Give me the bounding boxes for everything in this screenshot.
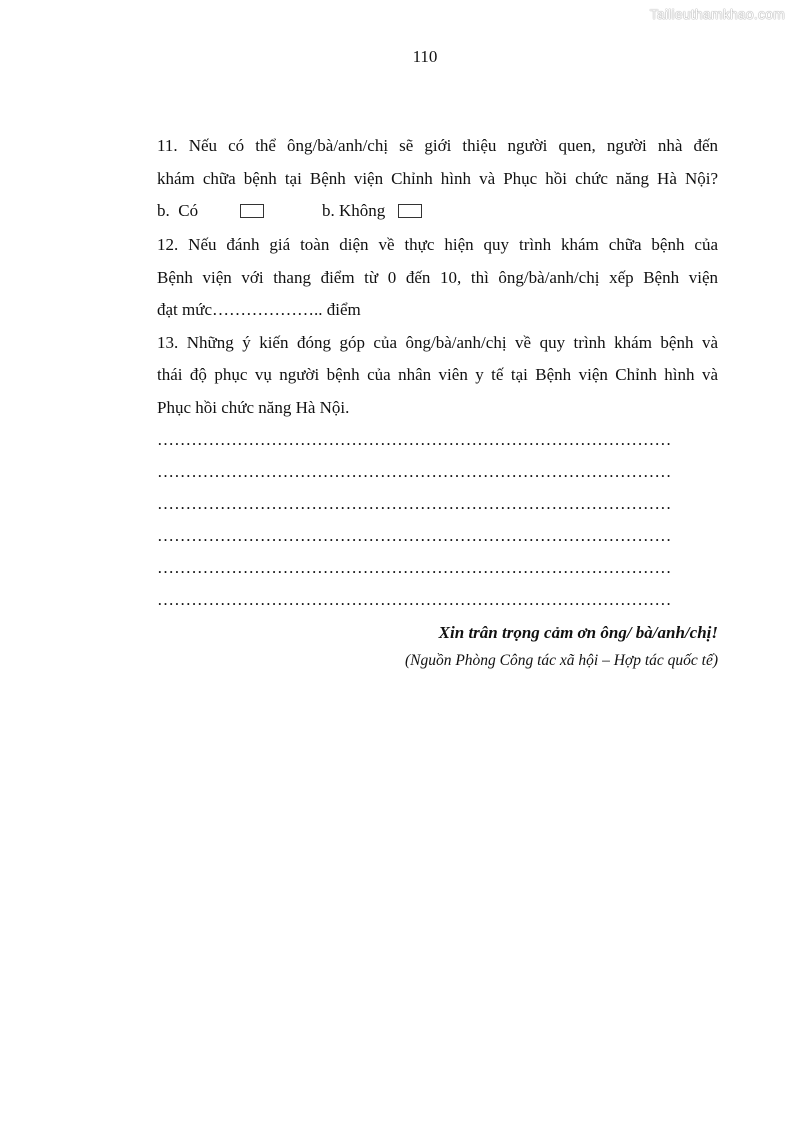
- watermark: Tailieuthamkhao.com: [649, 6, 785, 22]
- answer-line[interactable]: ………………………………………………………………………………: [157, 462, 672, 481]
- closing-thanks: Xin trân trọng cảm ơn ông/ bà/anh/chị!: [438, 623, 718, 642]
- question-12-line-2: Bệnh viện với thang điểm từ 0 đến 10, thì ông/bà/anh/chị xếp Bệnh viện: [157, 267, 718, 287]
- option-yes-label: b. Có: [157, 200, 199, 220]
- question-11: [157, 130, 718, 227]
- question-13: [157, 327, 718, 617]
- answer-line[interactable]: ………………………………………………………………………………: [157, 590, 672, 609]
- option-no: [322, 195, 422, 228]
- answer-line[interactable]: ………………………………………………………………………………: [157, 430, 672, 449]
- document-body: [157, 130, 718, 674]
- option-yes-checkbox[interactable]: [240, 204, 264, 218]
- answer-line[interactable]: ………………………………………………………………………………: [157, 494, 672, 513]
- question-13-line-2: thái độ phục vụ người bệnh của nhân viên y tế tại Bệnh viện Chỉnh hình và: [157, 365, 718, 384]
- source-note: (Nguồn Phòng Công tác xã hội – Hợp tác quốc tế): [404, 652, 718, 669]
- question-13-line-1: 13. Những ý kiến đóng góp của ông/bà/anh/chị về quy trình khám bệnh và: [157, 332, 718, 352]
- answer-line[interactable]: ………………………………………………………………………………: [157, 526, 672, 545]
- question-12: [157, 229, 718, 327]
- question-11-options: [157, 195, 718, 227]
- question-11-line-1: 11. Nếu có thể ông/bà/anh/chị sẽ giới thiệu người quen, người nhà đến: [157, 136, 718, 155]
- page-number: 110: [412, 47, 438, 66]
- question-11-line-2: khám chữa bệnh tại Bệnh viện Chỉnh hình và Phục hồi chức năng Hà Nội?: [157, 168, 718, 188]
- question-12-line-1: 12. Nếu đánh giá toàn diện về thực hiện quy trình khám chữa bệnh của: [157, 235, 718, 254]
- question-13-line-3: Phục hồi chức năng Hà Nội.: [157, 397, 350, 417]
- option-no-label: b. Không: [322, 200, 386, 220]
- option-no-checkbox[interactable]: [398, 204, 422, 218]
- answer-area[interactable]: [157, 424, 718, 616]
- question-12-line-3: đạt mức……………….. điểm: [157, 300, 361, 319]
- answer-line[interactable]: ………………………………………………………………………………: [157, 558, 672, 577]
